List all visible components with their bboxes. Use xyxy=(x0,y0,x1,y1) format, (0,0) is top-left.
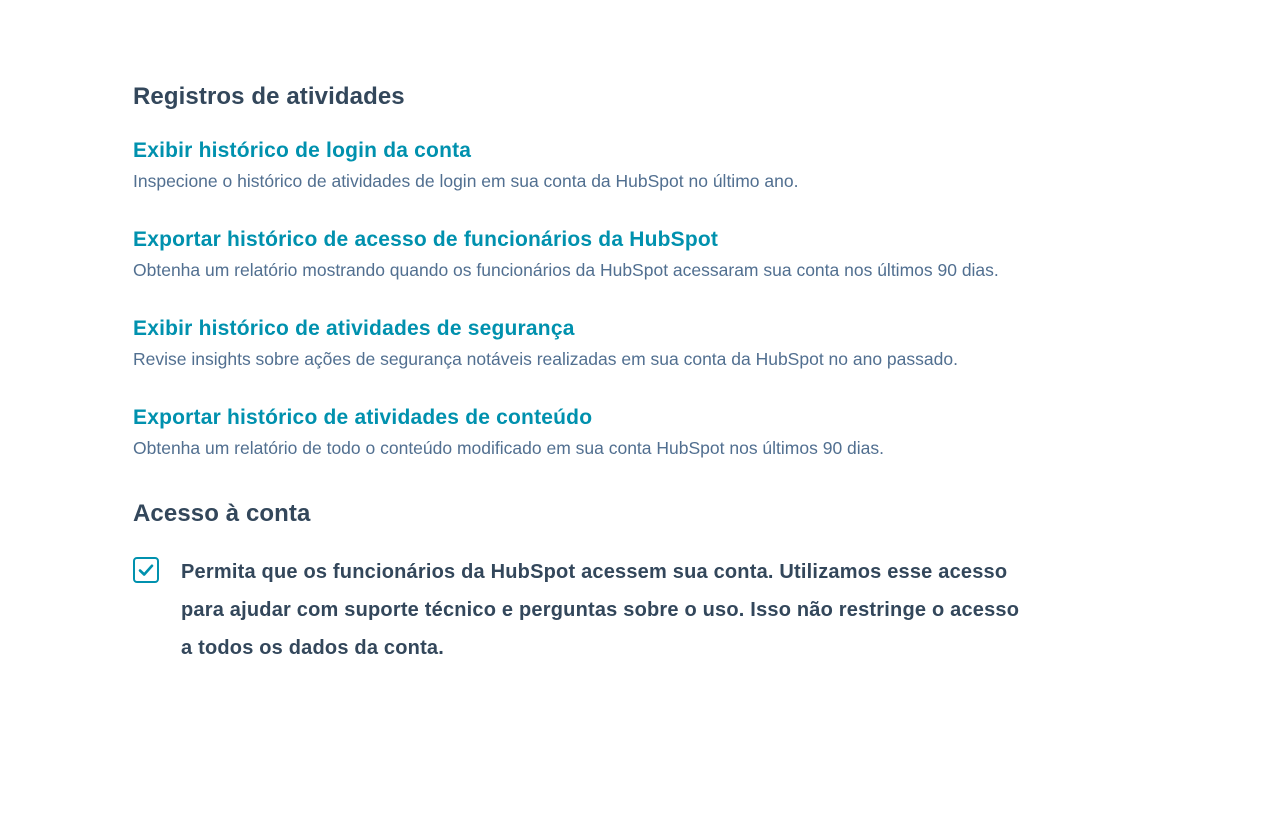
export-employee-access-link[interactable]: Exportar histórico de acesso de funcionários da HubSpot xyxy=(133,228,719,251)
allow-access-label[interactable]: Permita que os funcionários da HubSpot acessem sua conta. Utilizamos esse acesso para ajudar com suporte técnico e perguntas sobre o uso. Isso não restringe o acesso a todos os dados da conta. xyxy=(181,561,1020,659)
activity-logs-heading: Registros de atividades xyxy=(133,83,405,110)
activity-item-employee-access xyxy=(133,225,1093,285)
export-content-history-link[interactable]: Exportar histórico de atividades de conteúdo xyxy=(133,406,593,429)
activity-item-login-history xyxy=(133,136,1093,196)
content-history-description: Obtenha um relatório de todo o conteúdo modificado em sua conta HubSpot nos últimos 90 dias. xyxy=(133,438,885,458)
allow-access-checkbox[interactable] xyxy=(133,557,159,583)
activity-logs-list xyxy=(133,136,1093,463)
employee-access-description: Obtenha um relatório mostrando quando os funcionários da HubSpot acessaram sua conta nos últimos 90 dias. xyxy=(133,260,999,280)
activity-item-security-history xyxy=(133,314,1093,374)
security-history-description: Revise insights sobre ações de segurança notáveis realizadas em sua conta da HubSpot no ano passado. xyxy=(133,349,958,369)
account-access-option xyxy=(133,553,1093,667)
login-history-description: Inspecione o histórico de atividades de login em sua conta da HubSpot no último ano. xyxy=(133,171,799,191)
view-security-history-link[interactable]: Exibir histórico de atividades de segurança xyxy=(133,317,575,340)
checkmark-icon xyxy=(137,561,155,579)
settings-content xyxy=(133,80,1093,667)
account-access-heading: Acesso à conta xyxy=(133,500,311,527)
activity-item-content-history xyxy=(133,403,1093,463)
view-login-history-link[interactable]: Exibir histórico de login da conta xyxy=(133,139,472,162)
